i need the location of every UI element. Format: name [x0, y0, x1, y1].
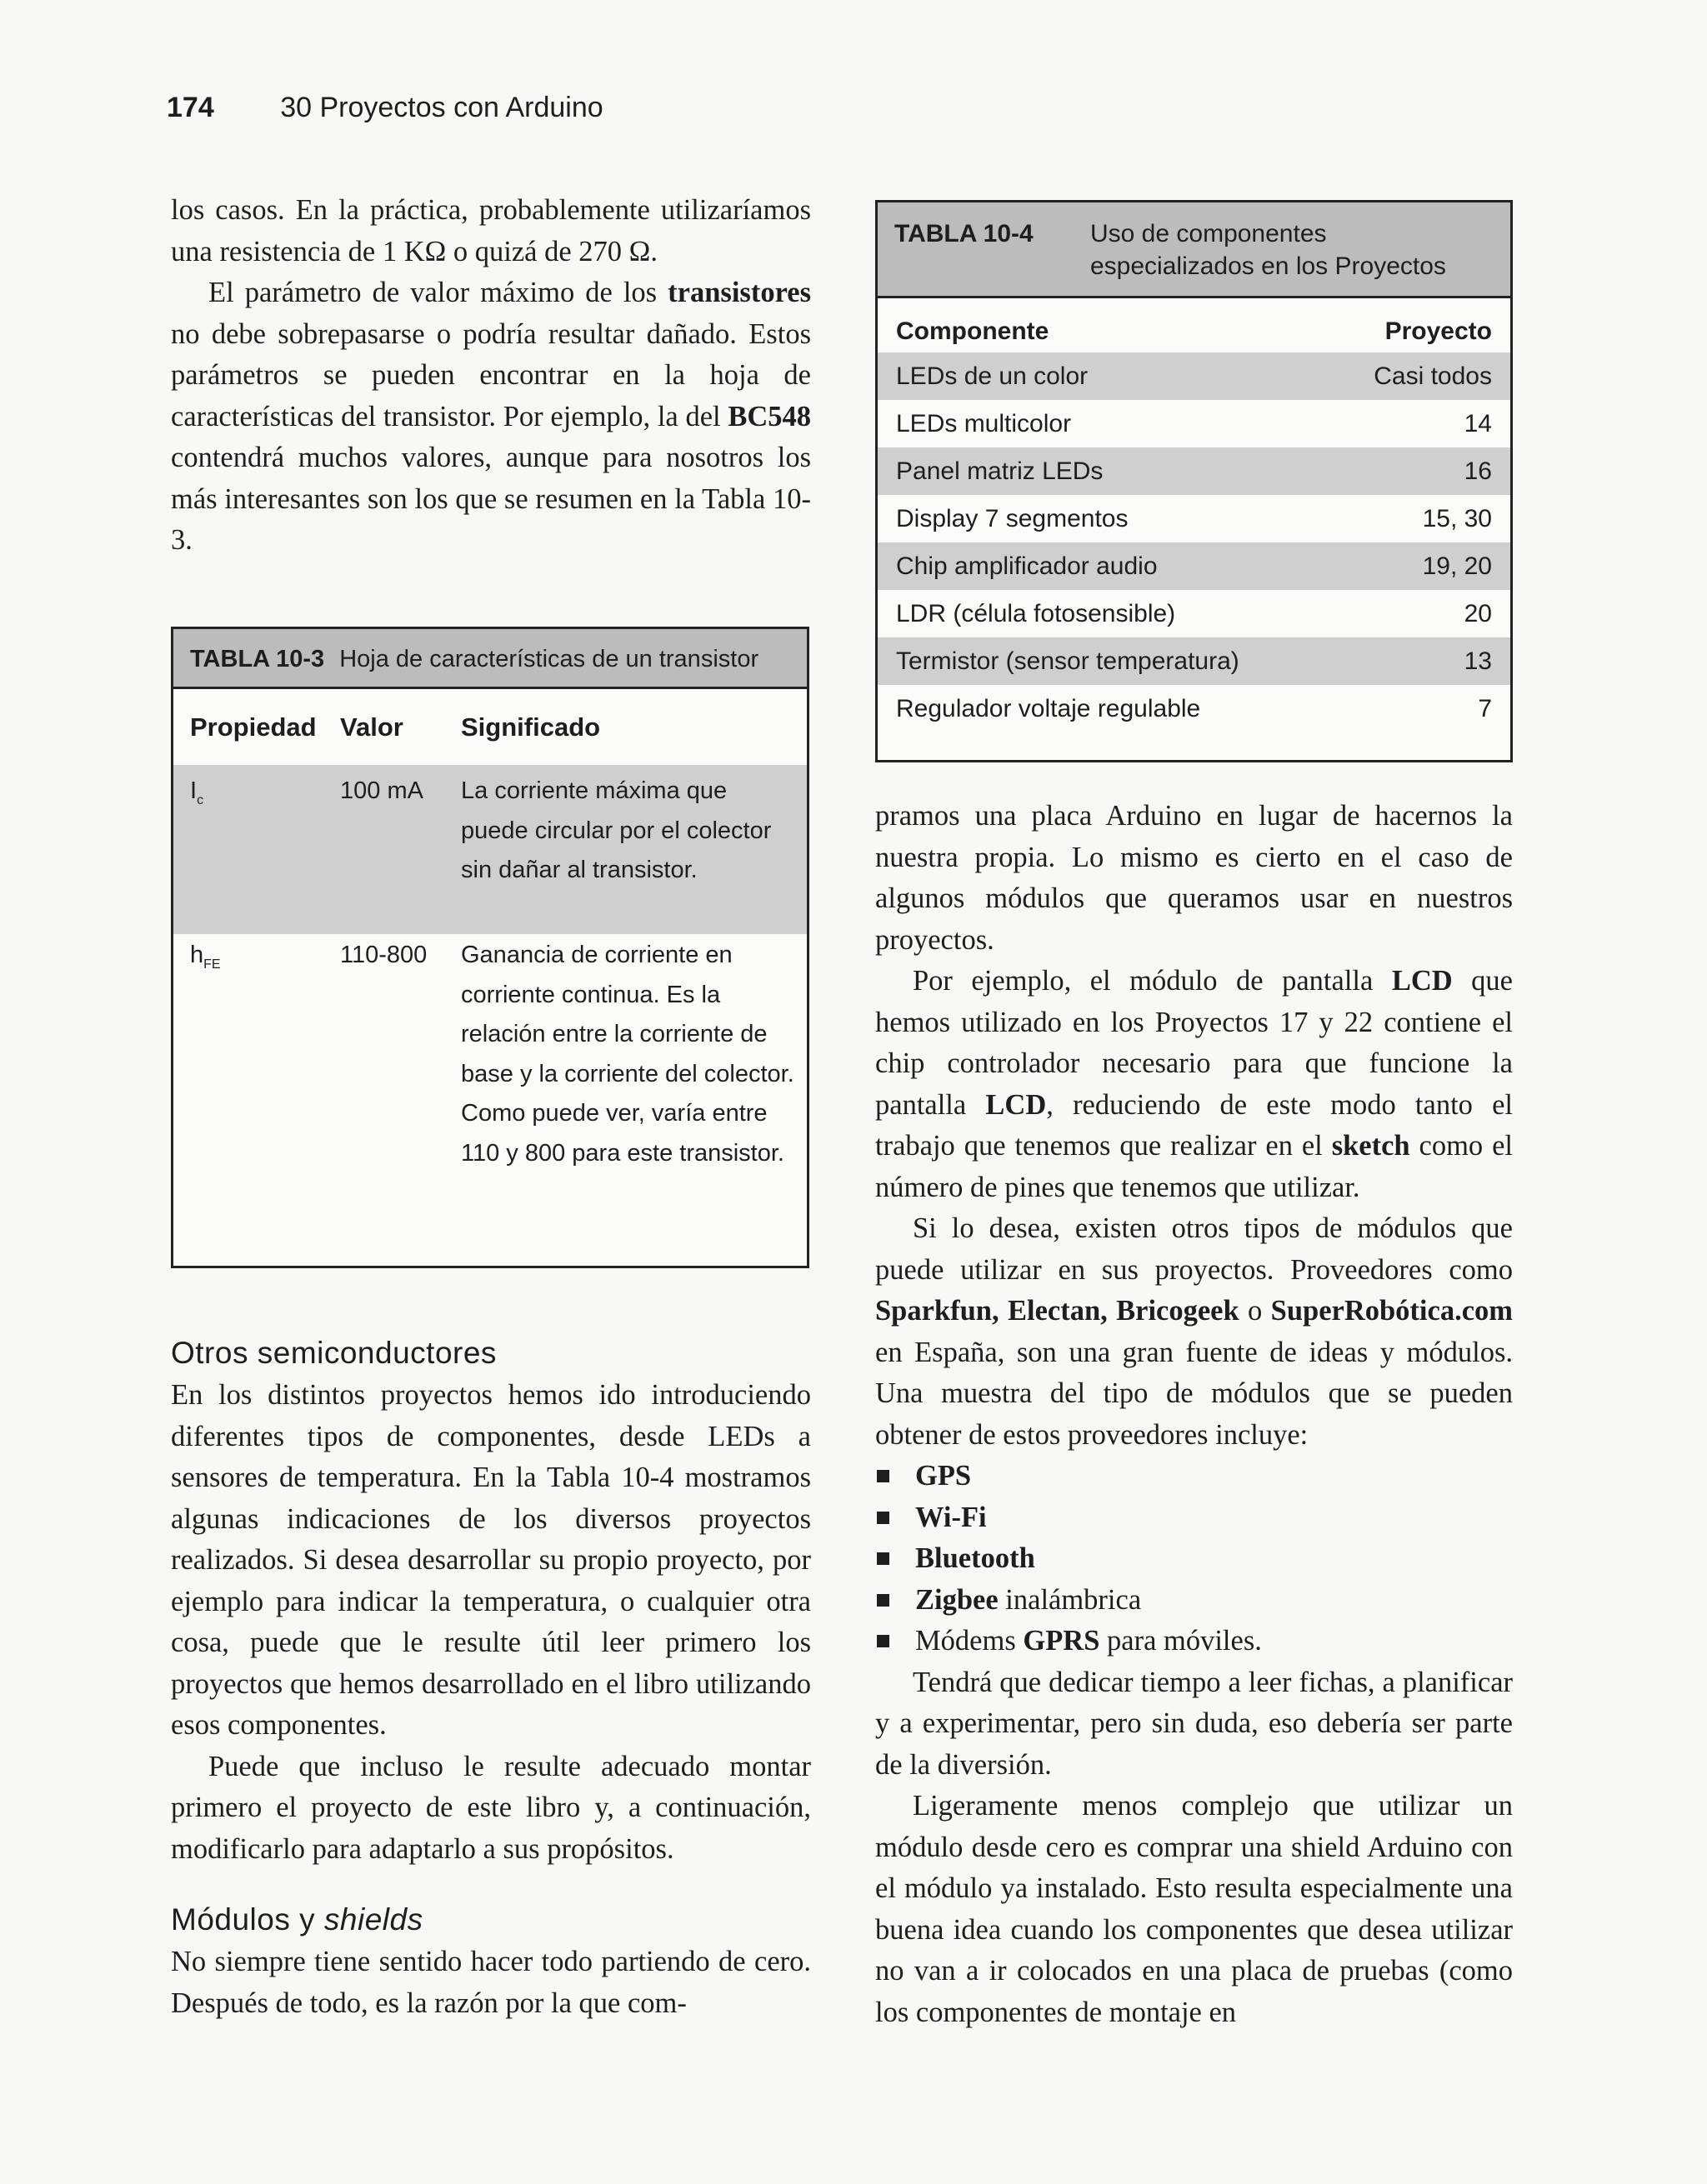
property-cell: $I_c$ [190, 777, 204, 807]
paragraph: Puede que incluso le resulte adecuado montar primero el proyecto de este libro y, a continuación, modificarlo para adaptarlo a sus propósitos. [171, 1750, 811, 1865]
table-row: Panel matriz LEDs 16 [878, 447, 1510, 495]
table-row: Termistor (sensor temperatura) 13 [878, 637, 1510, 685]
bold-term: BC548 [728, 400, 811, 432]
paragraph: Por ejemplo, el módulo de pantalla LCD que hemos utilizado en los Proyectos 17 y 22 contiene el chip controlador necesario para que funcione la pantalla LCD, reduciendo de este modo tanto el trabajo que tenemos que realizar en el sketch como el número de pines que tenemos que utilizar. [875, 965, 1513, 1203]
table-title: Uso de componentes especializados en los Proyectos [1090, 220, 1446, 280]
page-header [167, 92, 603, 124]
paragraph: Tendrá que dedicar tiempo a leer fichas, a planificar y a experimentar, pero sin duda, eso debería ser parte de la diversión. [875, 1666, 1513, 1781]
paragraph: El parámetro de valor máximo de los transistores no debe sobrepasarse o podría resultar dañado. Estos parámetros se pueden encontrar en la hoja de características del transistor. Por ejemplo, la del BC548 contendrá muchos valores, aunque para nosotros los más interesantes son los que se resumen en la Tabla 10-3. [171, 277, 811, 556]
table-label: TABLA 10-3 [190, 646, 325, 672]
paragraph: Ligeramente menos complejo que utilizar un módulo desde cero es comprar una shield Arduino con el módulo ya instalado. Esto resulta especialmente una buena idea cuando los componentes que desea utilizar no van a ir colocados en una placa de pruebas (como los componentes de montaje en [875, 1790, 1513, 2028]
table-row [173, 765, 807, 934]
paragraph: pramos una placa Arduino en lugar de hacernos la nuestra propia. Lo mismo es cierto en el caso de algunos módulos que queramos usar en nuestros proyectos. [875, 800, 1513, 956]
left-column-top [171, 190, 811, 562]
value-cell: 100 mA [340, 777, 423, 804]
left-column-bottom [171, 1332, 811, 2024]
column-header: Proyecto [1384, 317, 1492, 345]
bold-term: transistores [668, 277, 811, 308]
property-cell: $h_{FE}$ [190, 942, 221, 972]
table-label: TABLA 10-4 [894, 220, 1034, 247]
value-cell: 110-800 [340, 942, 428, 968]
table-row: Regulador voltaje regulable 7 [896, 695, 1492, 722]
paragraph: Si lo desea, existen otros tipos de módulos que puede utilizar en sus proyectos. Proveedores como Sparkfun, Electan, Bricogeek o SuperRobótica.com en España, son una gran fuente de ideas y módulos. Una muestra del tipo de módulos que se pueden obtener de estos proveedores incluye: [875, 1212, 1513, 1451]
table-row: Display 7 segmentos 15, 30 [896, 505, 1492, 532]
list-item: Wi-Fi [875, 1497, 1513, 1539]
table-title: Hoja de características de un transistor [339, 646, 759, 672]
bullet-list [875, 1456, 1513, 1662]
meaning-cell: Ganancia de corriente en corriente continua. Es la relación entre la corriente de base y la corriente del colector. Como puede ver, varía entre 110 y 800 para este transistor. [461, 942, 794, 1167]
column-header: Valor [340, 712, 403, 742]
page-number: 174 [167, 92, 214, 123]
table-header-row [896, 317, 1492, 346]
right-column [875, 796, 1513, 2033]
table-caption [173, 629, 807, 689]
table-10-4 [875, 200, 1513, 762]
book-title: 30 Proyectos con Arduino [280, 92, 603, 123]
paragraph: los casos. En la práctica, probablemente utilizaríamos una resistencia de 1 KΩ o quizá de 270 Ω. [171, 194, 811, 267]
list-item: Zigbee inalámbrica [875, 1580, 1513, 1622]
paragraph: En los distintos proyectos hemos ido introduciendo diferentes tipos de componentes, desde LEDs a sensores de temperatura. En la Tabla 10-4 mostramos algunas indicaciones de los diversos proyectos realizados. Si desea desarrollar su propio proyecto, por ejemplo para indicar la temperatura, o cualquier otra cosa, puede que le resulte útil leer primero los proyectos que hemos desarrollado en el libro utilizando esos componentes. [171, 1379, 811, 1741]
column-header: Propiedad [190, 712, 317, 742]
list-item: Bluetooth [875, 1538, 1513, 1580]
table-caption [878, 202, 1510, 298]
table-10-3 [171, 627, 809, 1268]
column-header: Componente [896, 317, 1049, 345]
table-row: Chip amplificador audio 19, 20 [878, 542, 1510, 590]
table-row: LEDs de un color Casi todos [878, 352, 1510, 400]
table-row: LDR (célula fotosensible) 20 [896, 600, 1492, 627]
column-header: Significado [461, 712, 601, 742]
section-heading: Otros semiconductores [171, 1336, 497, 1370]
list-item: Módems GPRS para móviles. [875, 1621, 1513, 1662]
list-item: GPS [875, 1456, 1513, 1497]
meaning-cell: La corriente máxima que puede circular por el colector sin dañar al transistor. [461, 777, 772, 883]
table-row: LEDs multicolor 14 [896, 410, 1492, 437]
section-heading: Módulos y shields [171, 1902, 423, 1937]
paragraph: No siempre tiene sentido hacer todo partiendo de cero. Después de todo, es la razón por la que com- [171, 1946, 811, 2019]
